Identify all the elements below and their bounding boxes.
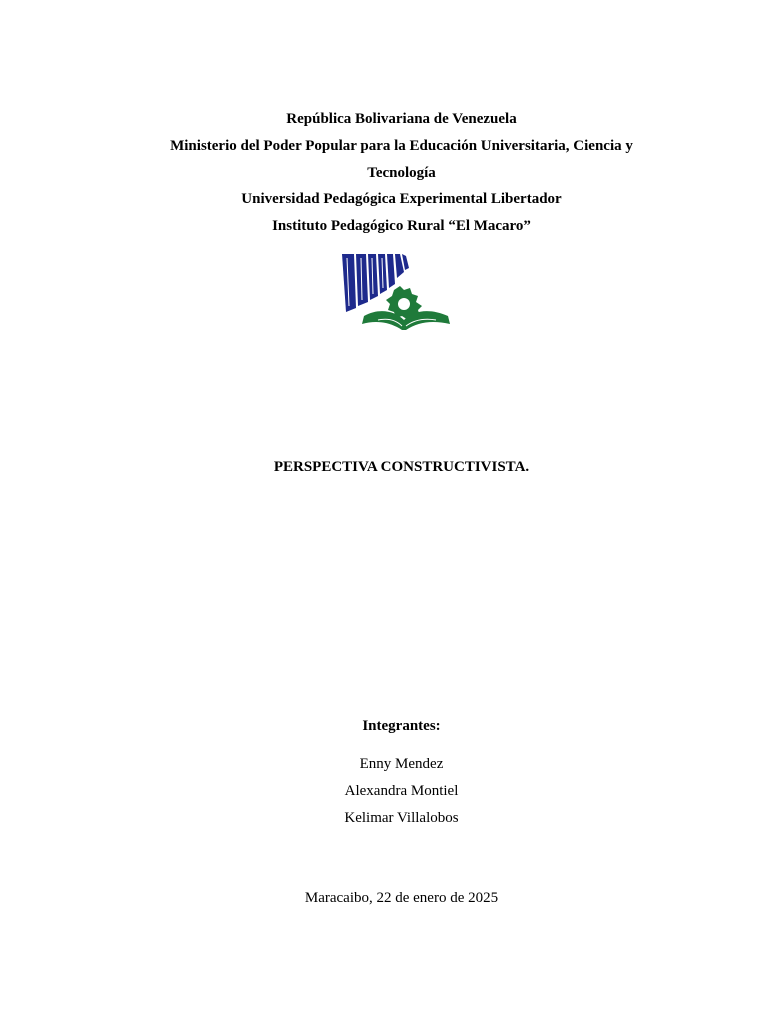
header-line-ministry-cont: Tecnología	[367, 165, 436, 181]
header-line-ministry: Ministerio del Poder Popular para la Educación Universitaria, Ciencia y	[170, 138, 633, 154]
header-line-institute: Instituto Pedagógico Rural “El Macaro”	[272, 218, 531, 234]
place-date: Maracaibo, 22 de enero de 2025	[304, 890, 499, 906]
member-name: Kelimar Villalobos	[344, 810, 459, 826]
header-line-university: Universidad Pedagógica Experimental Libertador	[241, 191, 562, 207]
members-heading: Integrantes:	[362, 718, 441, 734]
institution-logo-icon	[338, 250, 456, 338]
header-line-country: República Bolivariana de Venezuela	[286, 111, 517, 127]
member-name: Alexandra Montiel	[344, 783, 459, 799]
member-name: Enny Mendez	[359, 756, 444, 772]
document-title: PERSPECTIVA CONSTRUCTIVISTA.	[273, 459, 530, 475]
